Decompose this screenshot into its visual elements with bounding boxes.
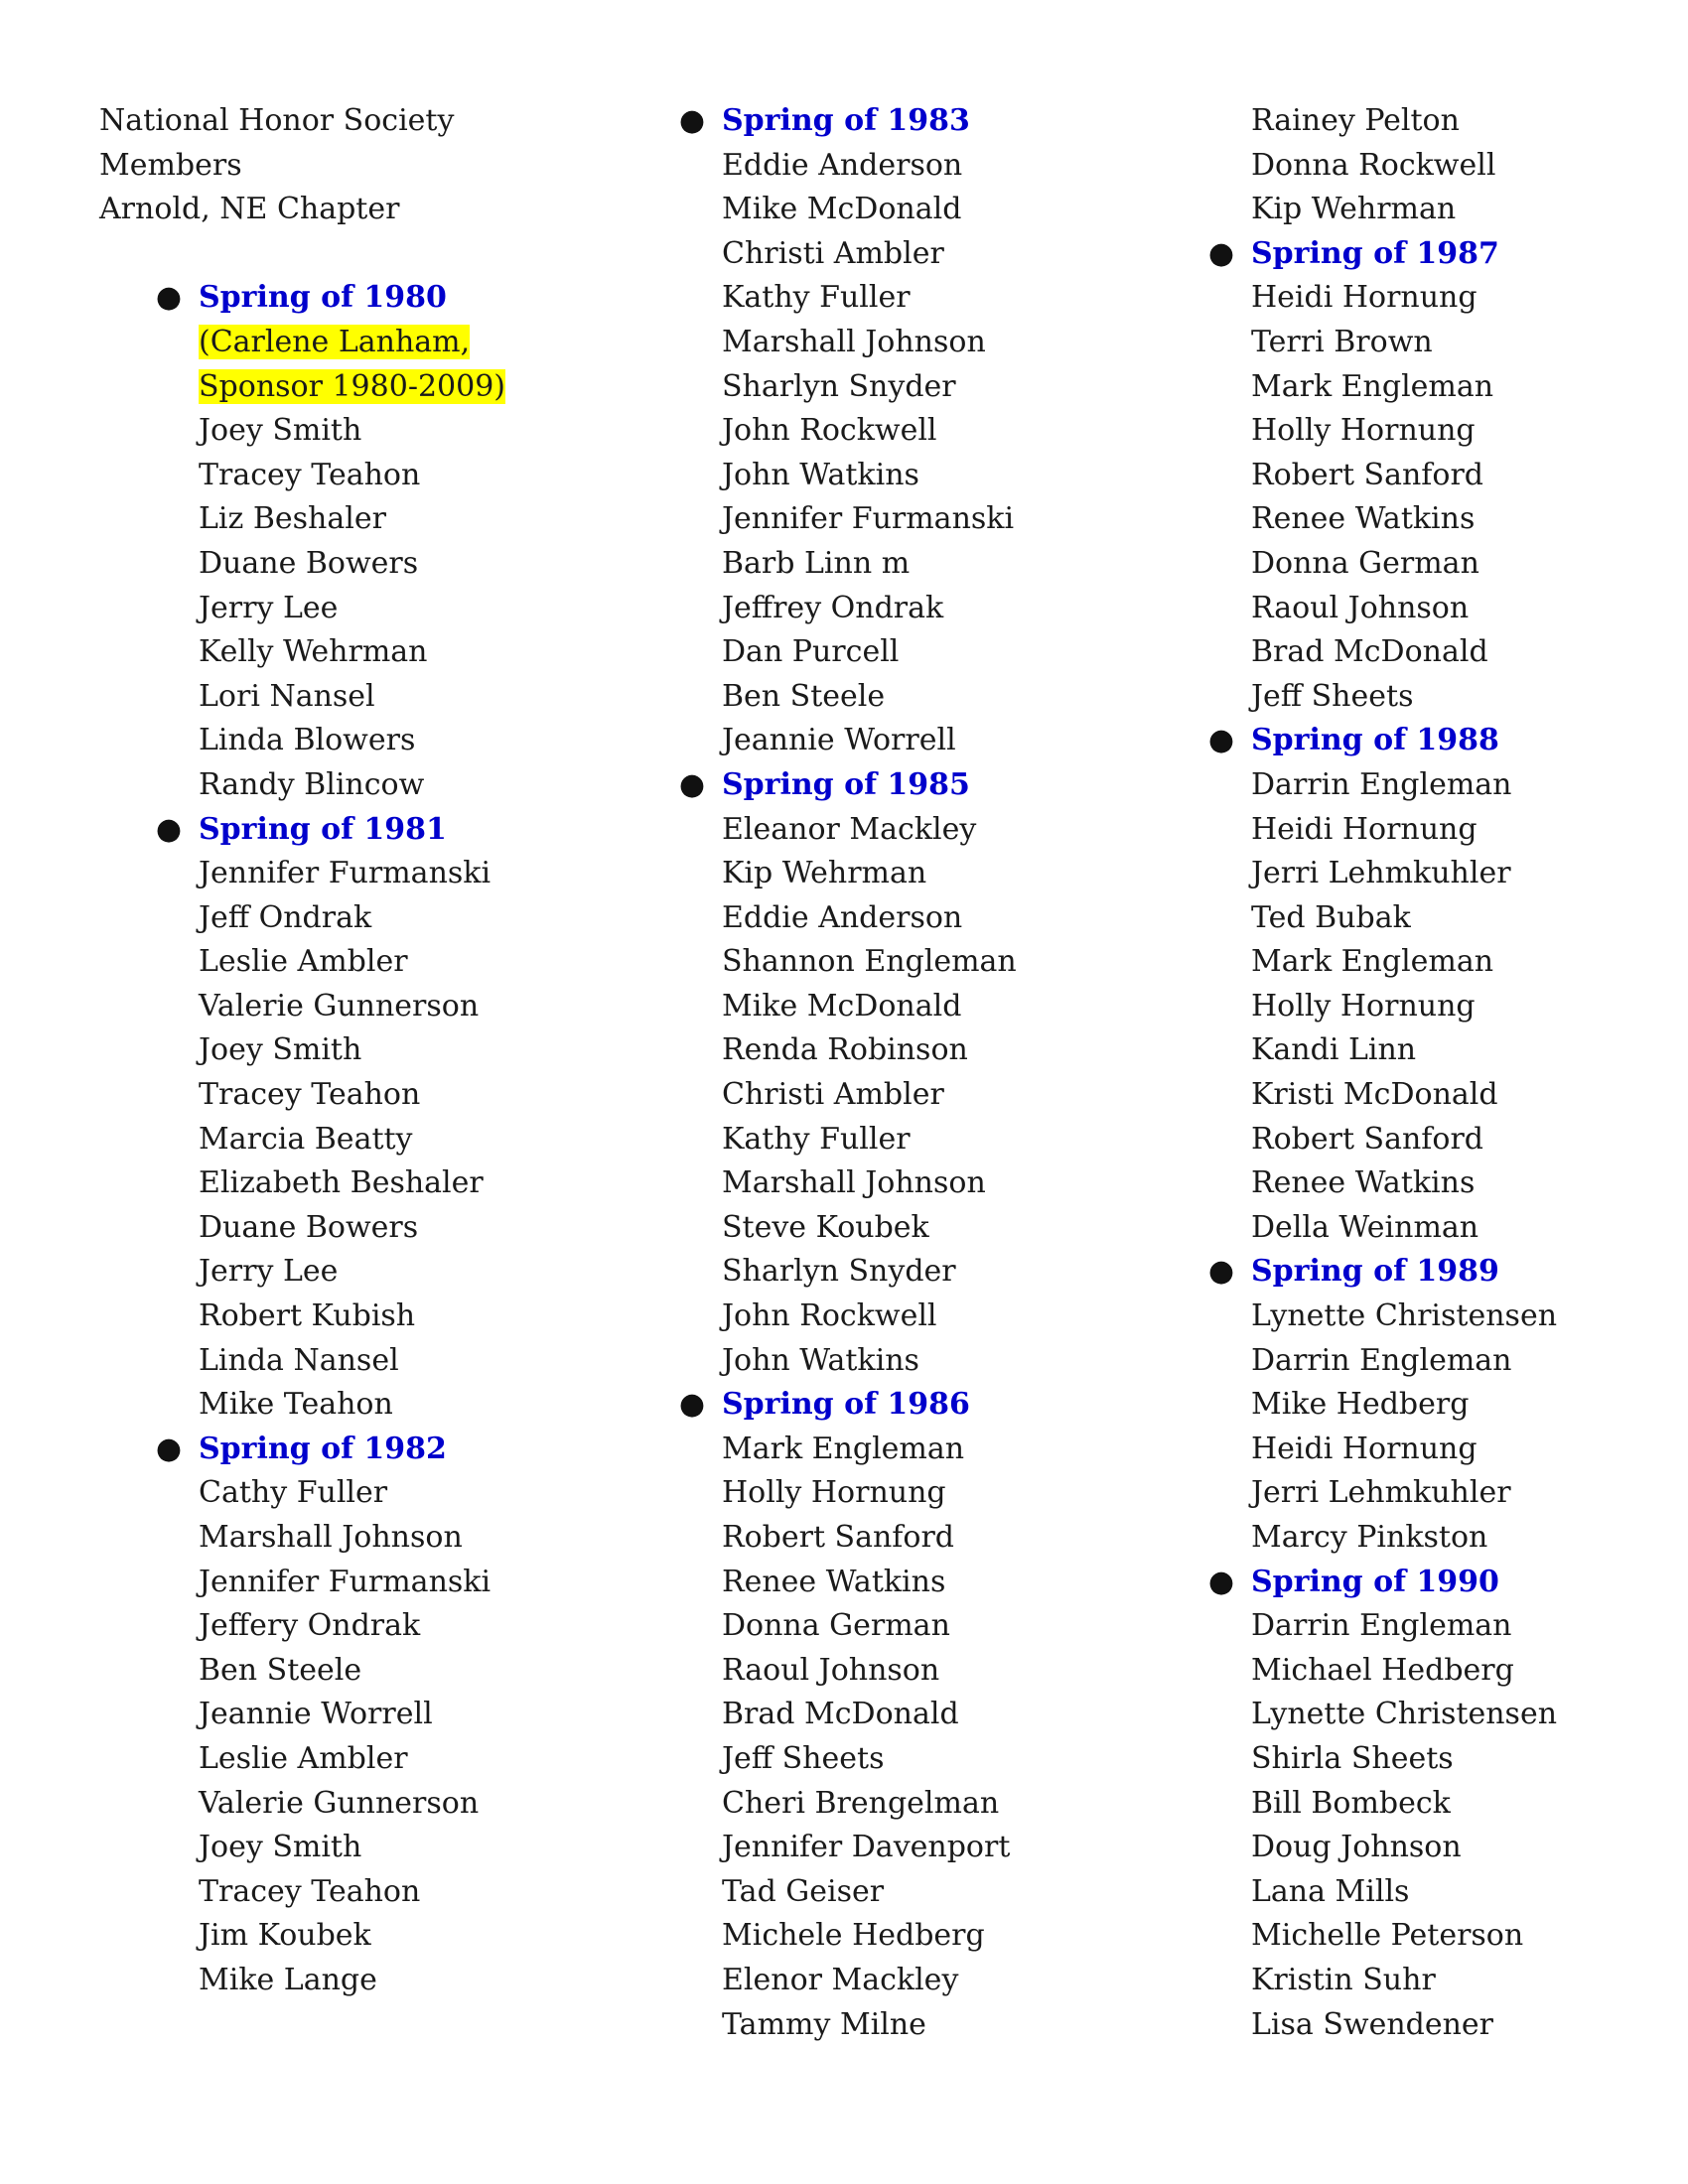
member-name: Steve Koubek: [722, 1209, 929, 1245]
section-title: Spring of 1981: [199, 811, 447, 847]
document-title: National Honor Society: [99, 103, 455, 138]
member-name: Jeffrey Ondrak: [722, 590, 944, 625]
member-list: [1251, 276, 1678, 719]
member-name: John Watkins: [722, 1342, 919, 1378]
member-name: Jennifer Davenport: [722, 1830, 1011, 1865]
member-name: Cathy Fuller: [199, 1475, 388, 1511]
member-name: John Rockwell: [722, 1298, 937, 1334]
section-spring-1981: [155, 808, 655, 1428]
member-name: Lynette Christensen: [1251, 1298, 1558, 1334]
section-heading: [155, 808, 655, 853]
member-name: Jeffery Ondrak: [199, 1608, 421, 1644]
member-name: Kristin Suhr: [1251, 1962, 1436, 1997]
member-name: John Rockwell: [722, 413, 937, 449]
member-name: Robert Sanford: [722, 1520, 955, 1555]
section-spring-1985: [678, 763, 1211, 1383]
member-name: Jeff Ondrak: [199, 899, 372, 935]
section-heading: [678, 1383, 1211, 1428]
section-heading: [1207, 1561, 1678, 1605]
sponsor-note-highlight: Sponsor 1980-2009): [199, 368, 506, 404]
member-name: Donna German: [722, 1608, 950, 1644]
member-name: Eleanor Mackley: [722, 811, 977, 847]
continued-member-list: [1251, 99, 1678, 232]
member-name: Kelly Wehrman: [199, 634, 428, 670]
member-list: [1251, 1604, 1678, 2047]
member-name: Marshall Johnson: [199, 1520, 463, 1555]
bullet-icon: ●: [678, 766, 706, 802]
member-name: Brad McDonald: [722, 1697, 959, 1732]
member-name: Linda Nansel: [199, 1342, 399, 1378]
bullet-icon: ●: [1207, 1564, 1235, 1599]
member-name: Randy Blincow: [199, 766, 425, 802]
section-spring-1980: [155, 276, 655, 807]
section-spring-1989: [1207, 1250, 1678, 1560]
member-name: Della Weinman: [1251, 1209, 1479, 1245]
member-name: Sharlyn Snyder: [722, 1254, 956, 1290]
member-name: Mike McDonald: [722, 988, 962, 1024]
bullet-icon: ●: [155, 811, 183, 847]
member-name: Robert Sanford: [1251, 457, 1484, 492]
member-name: Dan Purcell: [722, 634, 900, 670]
section-spring-1986: [678, 1383, 1211, 2047]
section-title: Spring of 1987: [1251, 235, 1499, 271]
section-spring-1988: [1207, 719, 1678, 1250]
member-name: Lana Mills: [1251, 1873, 1410, 1909]
member-name: Eddie Anderson: [722, 899, 963, 935]
sponsor-note-line: [199, 321, 655, 365]
member-list: [199, 409, 655, 807]
section-spring-1982: [155, 1428, 655, 2003]
member-name: Ben Steele: [199, 1652, 362, 1688]
section-heading: [678, 99, 1211, 144]
member-name: Eddie Anderson: [722, 147, 963, 183]
member-name: Leslie Ambler: [199, 1740, 408, 1776]
member-name: Elenor Mackley: [722, 1962, 959, 1997]
member-name: Holly Hornung: [1251, 988, 1476, 1024]
member-name: Darrin Engleman: [1251, 1608, 1512, 1644]
member-name: Mike McDonald: [722, 192, 962, 227]
member-name: Jeannie Worrell: [199, 1697, 433, 1732]
member-name: Raoul Johnson: [1251, 590, 1470, 625]
member-name: Marshall Johnson: [722, 324, 986, 359]
member-name: Sharlyn Snyder: [722, 368, 956, 404]
bullet-icon: ●: [678, 1387, 706, 1423]
member-name: Darrin Engleman: [1251, 766, 1512, 802]
member-list: [199, 1471, 655, 2002]
member-name: Heidi Hornung: [1251, 811, 1477, 847]
member-name: Ben Steele: [722, 678, 886, 714]
member-name: Renee Watkins: [1251, 1165, 1476, 1201]
spacer: [99, 232, 655, 277]
section-heading: [678, 763, 1211, 808]
member-name: Mike Teahon: [199, 1387, 393, 1423]
member-name: Valerie Gunnerson: [199, 1785, 480, 1821]
member-name: Jennifer Furmanski: [199, 856, 492, 891]
member-name: John Watkins: [722, 457, 919, 492]
member-name: Lori Nansel: [199, 678, 375, 714]
member-name: Heidi Hornung: [1251, 1431, 1477, 1466]
section-heading: [1207, 232, 1678, 277]
member-name: Christi Ambler: [722, 1077, 944, 1113]
member-name: Linda Blowers: [199, 723, 416, 758]
member-name: Michele Hedberg: [722, 1918, 985, 1954]
member-name: Tad Geiser: [722, 1873, 885, 1909]
member-name: Duane Bowers: [199, 1209, 419, 1245]
member-list: [722, 808, 1211, 1384]
list-item: Kip Wehrman: [1251, 192, 1457, 227]
member-name: Joey Smith: [199, 413, 362, 449]
member-name: Robert Sanford: [1251, 1121, 1484, 1157]
member-list: [1251, 1295, 1678, 1561]
member-name: Holly Hornung: [722, 1475, 946, 1511]
member-name: Kandi Linn: [1251, 1032, 1417, 1068]
member-name: Renda Robinson: [722, 1032, 968, 1068]
member-name: Mark Engleman: [722, 1431, 965, 1466]
member-name: Joey Smith: [199, 1830, 362, 1865]
member-name: Lisa Swendener: [1251, 2006, 1494, 2042]
member-name: Raoul Johnson: [722, 1652, 940, 1688]
section-title: Spring of 1986: [722, 1387, 970, 1423]
member-name: Cheri Brengelman: [722, 1785, 1000, 1821]
section-title: Spring of 1985: [722, 766, 970, 802]
member-name: Jeff Sheets: [722, 1740, 885, 1776]
member-name: Mike Hedberg: [1251, 1387, 1470, 1423]
sponsor-note-line: [199, 365, 655, 410]
member-name: Kathy Fuller: [722, 1121, 911, 1157]
section-heading: [1207, 719, 1678, 763]
bullet-icon: ●: [678, 103, 706, 138]
member-name: Kathy Fuller: [722, 280, 911, 316]
member-list: [722, 144, 1211, 763]
member-name: Kristi McDonald: [1251, 1077, 1498, 1113]
member-name: Marshall Johnson: [722, 1165, 986, 1201]
member-name: Lynette Christensen: [1251, 1697, 1558, 1732]
section-title: Spring of 1983: [722, 103, 970, 138]
member-name: Jeannie Worrell: [722, 723, 956, 758]
member-name: Jerri Lehmkuhler: [1251, 856, 1511, 891]
member-name: Darrin Engleman: [1251, 1342, 1512, 1378]
member-name: Jennifer Furmanski: [199, 1564, 492, 1599]
member-name: Robert Kubish: [199, 1298, 416, 1334]
section-title: Spring of 1980: [199, 280, 447, 316]
member-name: Holly Hornung: [1251, 413, 1476, 449]
member-name: Jim Koubek: [199, 1918, 371, 1954]
member-name: Renee Watkins: [722, 1564, 946, 1599]
member-name: Doug Johnson: [1251, 1830, 1462, 1865]
member-list: [1251, 763, 1678, 1251]
member-name: Michelle Peterson: [1251, 1918, 1524, 1954]
section-heading: [155, 1428, 655, 1472]
member-name: Jennifer Furmanski: [722, 501, 1015, 537]
member-name: Jerry Lee: [199, 590, 339, 625]
section-heading: [1207, 1250, 1678, 1295]
document-subtitle: Members: [99, 147, 242, 183]
member-name: Christi Ambler: [722, 235, 944, 271]
member-name: Tracey Teahon: [199, 1873, 421, 1909]
member-name: Shannon Engleman: [722, 944, 1017, 980]
member-name: Leslie Ambler: [199, 944, 408, 980]
section-spring-1983: [678, 99, 1211, 763]
bullet-icon: ●: [1207, 723, 1235, 758]
section-title: Spring of 1982: [199, 1431, 447, 1466]
member-name: Renee Watkins: [1251, 501, 1476, 537]
member-name: Shirla Sheets: [1251, 1740, 1454, 1776]
member-list: [722, 1428, 1211, 2047]
member-name: Bill Bombeck: [1251, 1785, 1451, 1821]
member-name: Mark Engleman: [1251, 368, 1494, 404]
member-name: Marcy Pinkston: [1251, 1520, 1488, 1555]
bullet-icon: ●: [1207, 1254, 1235, 1290]
member-name: Joey Smith: [199, 1032, 362, 1068]
member-name: Mark Engleman: [1251, 944, 1494, 980]
member-name: Tracey Teahon: [199, 457, 421, 492]
member-name: Barb Linn m: [722, 545, 911, 581]
column-1: [99, 99, 655, 2003]
member-name: Terri Brown: [1251, 324, 1433, 359]
section-spring-1990: [1207, 1561, 1678, 2048]
member-name: Jerri Lehmkuhler: [1251, 1475, 1511, 1511]
member-name: Michael Hedberg: [1251, 1652, 1514, 1688]
column-2: [675, 99, 1211, 2047]
member-name: Brad McDonald: [1251, 634, 1488, 670]
section-spring-1987: [1207, 232, 1678, 720]
member-name: Heidi Hornung: [1251, 280, 1477, 316]
section-title: Spring of 1989: [1251, 1254, 1499, 1290]
member-name: Valerie Gunnerson: [199, 988, 480, 1024]
sponsor-note-highlight: (Carlene Lanham,: [199, 324, 471, 359]
member-name: Duane Bowers: [199, 545, 419, 581]
member-list: [199, 852, 655, 1428]
column-3: [1201, 99, 1678, 2047]
section-heading: [155, 276, 655, 321]
member-name: Tracey Teahon: [199, 1077, 421, 1113]
member-name: Marcia Beatty: [199, 1121, 413, 1157]
list-item: Donna Rockwell: [1251, 147, 1496, 183]
chapter-name: Arnold, NE Chapter: [99, 192, 400, 227]
bullet-icon: ●: [1207, 235, 1235, 271]
bullet-icon: ●: [155, 1431, 183, 1466]
section-title: Spring of 1990: [1251, 1564, 1499, 1599]
member-name: Donna German: [1251, 545, 1479, 581]
member-name: Jeff Sheets: [1251, 678, 1414, 714]
member-name: Kip Wehrman: [722, 856, 927, 891]
list-item: Rainey Pelton: [1251, 103, 1460, 138]
member-name: Mike Lange: [199, 1962, 377, 1997]
member-name: Jerry Lee: [199, 1254, 339, 1290]
member-name: Elizabeth Beshaler: [199, 1165, 484, 1201]
member-name: Tammy Milne: [722, 2006, 926, 2042]
member-name: Liz Beshaler: [199, 501, 386, 537]
section-title: Spring of 1988: [1251, 723, 1499, 758]
member-name: Ted Bubak: [1251, 899, 1411, 935]
bullet-icon: ●: [155, 280, 183, 316]
